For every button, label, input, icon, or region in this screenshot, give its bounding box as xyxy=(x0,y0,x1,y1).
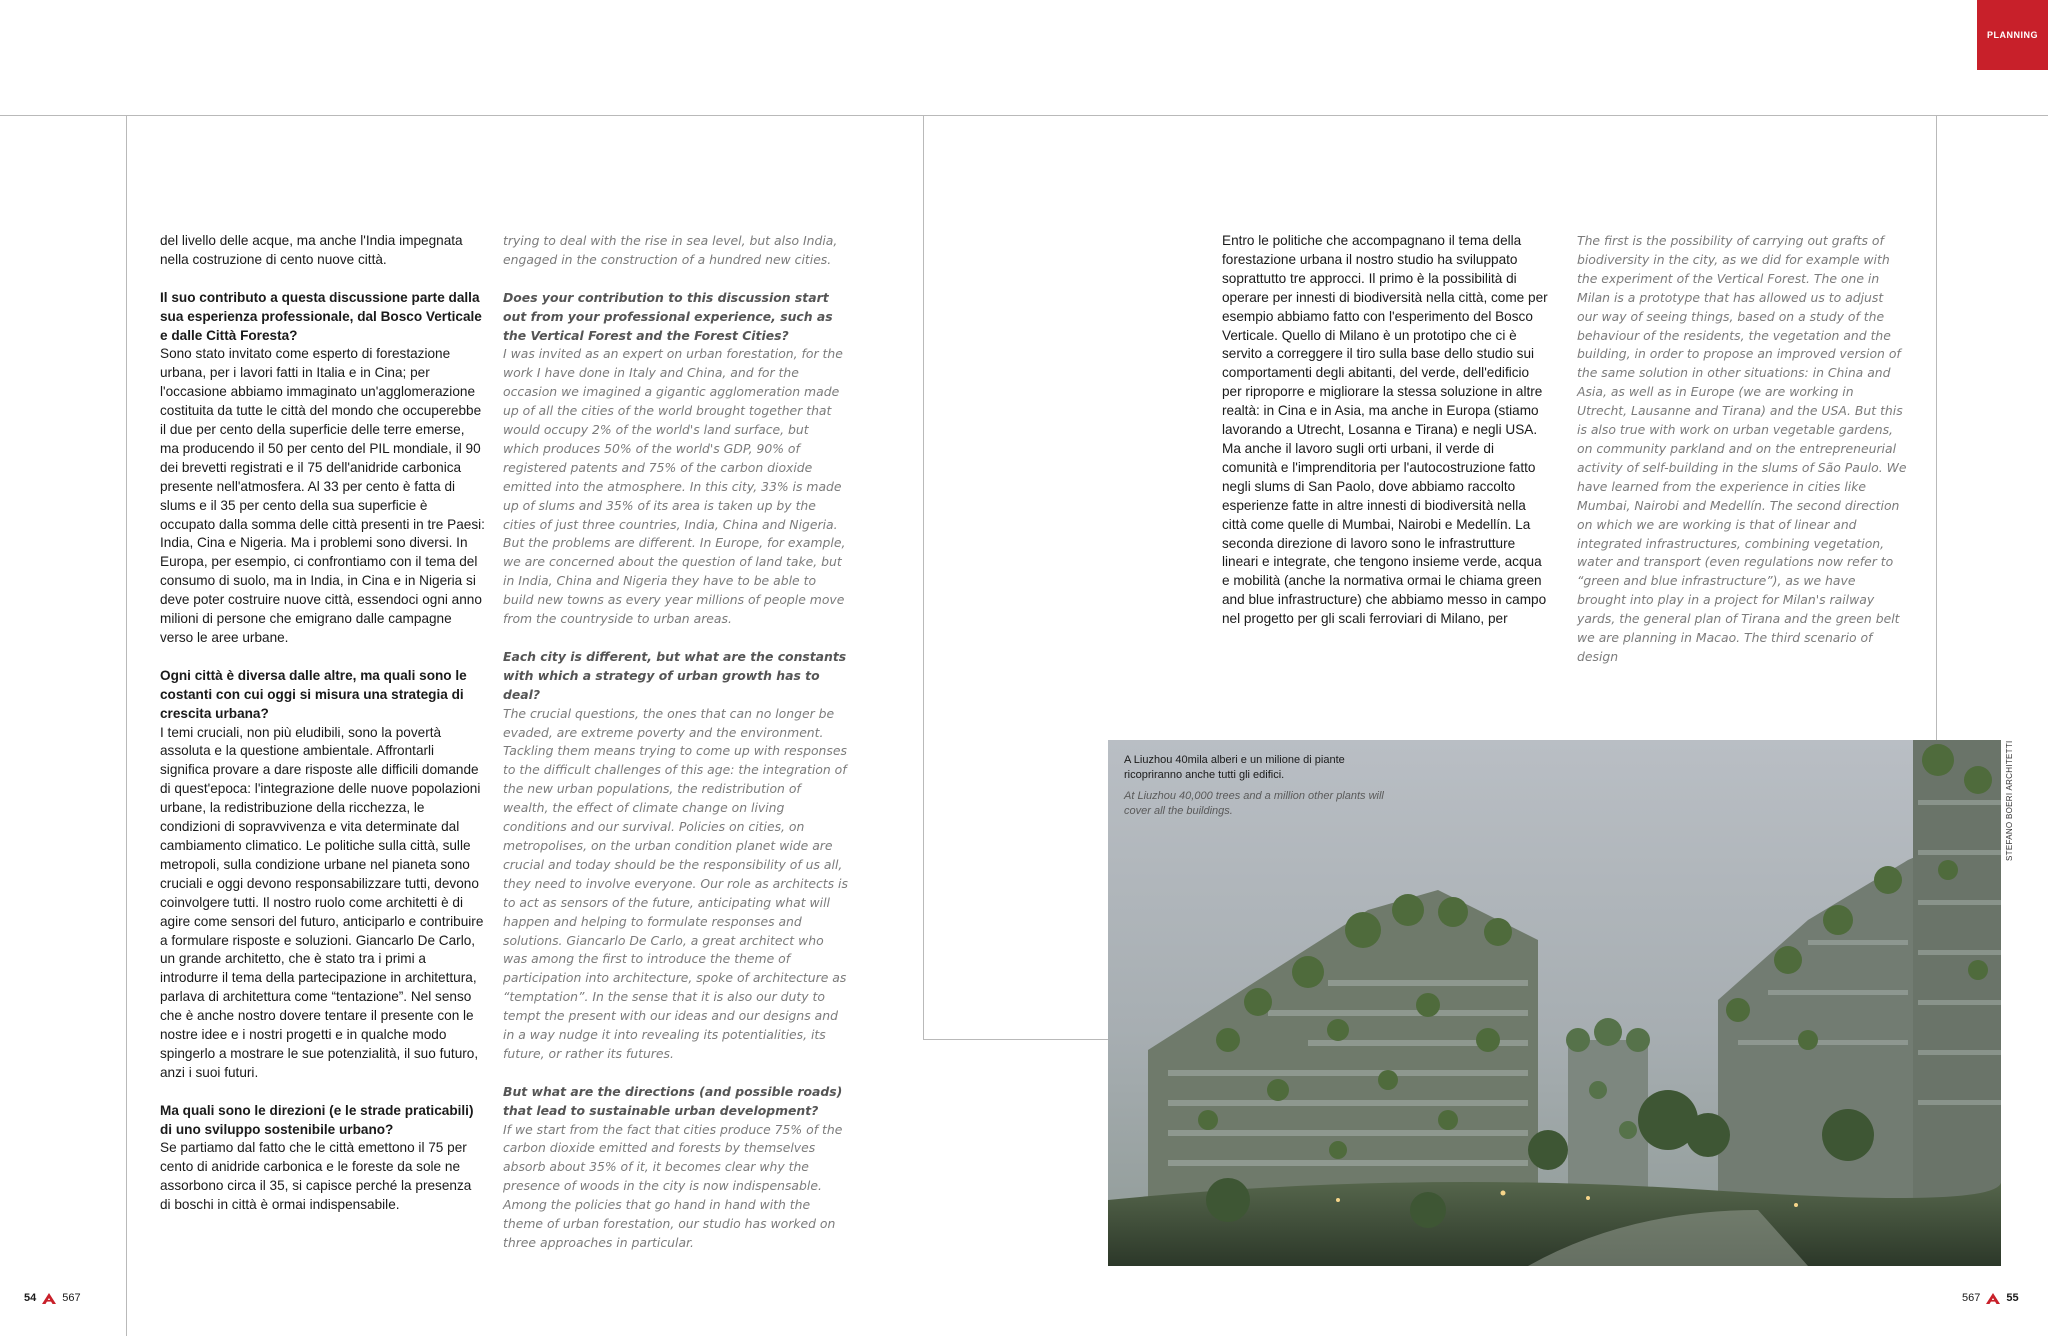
answer: Se partiamo dal fatto che le città emettono il 75 per cento di anidride carbonica e le foreste da sole ne assorbono circa il 35, si capisce perché la presenza di boschi in città è ormai indispensabile. xyxy=(160,1140,472,1213)
question: But what are the directions (and possible roads) that lead to sustainable urban development? xyxy=(503,1083,843,1118)
answer: Sono stato invitato come esperto di forestazione urbana, per i lavori fatti in Italia e in Cina; per l'occasione abbiamo immaginato un'agglomerazione costituita da tutte le città del mondo che occuperebbe il due per cento della superficie delle terre emerse, ma producendo il 50 per cento del PIL mondiale, il 90 dei brevetti registrati e il 75 dell'anidride carbonica presente nell'atmosfera. Al 33 per cento è fatta di slums e il 35 per cento della sua superficie è occupato dalla somma delle città presenti in tre Paesi: India, Cina e Nigeria. Ma i problemi sono diversi. In Europa, per esempio, ci confrontiamo con il tema del consumo di suolo, ma in India, in Cina e in Nigeria si deve poter costruire nuove città, essendoci ogni anno milioni di persone che emigrano dalle campagne verso le aree urbane. xyxy=(160,346,485,646)
paragraph xyxy=(503,232,848,270)
paragraph xyxy=(503,1083,848,1253)
answer: del livello delle acque, ma anche l'India impegnata nella costruzione di cento nuove città. xyxy=(160,233,463,267)
issue-number: 567 xyxy=(1962,1292,1981,1304)
page-number: 55 xyxy=(2006,1292,2019,1304)
paragraph xyxy=(160,667,485,1083)
paragraph xyxy=(160,1102,485,1215)
right-page-english-column xyxy=(1577,232,1907,667)
paragraph: The first is the possibility of carrying out grafts of biodiversity in the city, as we did for example with the experiment of the Vertical Forest. The one in Milan is a prototype that has allowed us to adjust our way of seeing things, based on a study of the behaviour of the residents, the vegetation and the building, in order to propose an improved version of the same solution in other situations: in China and Asia, as well as in Europe (we are working in Utrecht, Lausanne and Tirana) and the USA. But this is also true with work on urban vegetable gardens, on community parkland and on the entrepreneurial activity of self-building in the slums of São Paulo. We have learned from the experience in cities like Mumbai, Nairobi and Medellín. The second direction on which we are working is that of linear and integrated infrastructures, combining vegetation, water and transport (even regulations now refer to “green and blue infrastructure”), as we have brought into play in a project for Milan's railway yards, the general plan of Tirana and the green belt we are planning in Macao. The third scenario of design xyxy=(1577,233,1907,664)
top-rule xyxy=(0,115,2048,116)
question: Each city is different, but what are the constants with which a strategy of urban growth has to deal? xyxy=(503,648,847,702)
page-number: 54 xyxy=(24,1292,37,1304)
answer: trying to deal with the rise in sea level, but also India, engaged in the construction of a hundred new cities. xyxy=(503,233,838,267)
answer: I temi cruciali, non più eludibili, sono la povertà assoluta e la questione ambientale. Affrontarli significa provare a dare risposte alle difficili domande di quest'epoca: l'integrazione delle nuove popolazioni urbane, la redistribuzione della ricchezza, le condizioni di sopravvivenza e vita determinate dal cambiamento climatico. Le politiche sulla città, sulle metropoli, sulla condizione urbane nel pianeta sono cruciali e oggi devono responsabilizzare tutti, devono coinvolgere tutti. Il nostro ruolo come architetti è di agire come sensori del futuro, anticiparlo e contribuire a formulare risposte e soluzioni. Giancarlo De Carlo, un grande architetto, che è stato tra i primi a introdurre il tema della partecipazione in architettura, parlava di architettura come “tentazione”. Nel senso che è anche nostro dovere tentare il presente con le nostre idee e i nostri progetti e in qualche modo spingerlo a mostrare le sue potenzialità, il suo futuro, anzi i suoi futuri. xyxy=(160,724,484,1080)
paragraph xyxy=(503,648,848,1064)
magazine-logo-icon xyxy=(1986,1293,2000,1304)
photo-caption-english: At Liuzhou 40,000 trees and a million other plants will cover all the buildings. xyxy=(1124,790,1384,817)
photo-credit: STEFANO BOERI ARCHITETTI xyxy=(2005,740,2014,861)
question: Does your contribution to this discussion start out from your professional experience, such as the Vertical Forest and the Forest Cities? xyxy=(503,289,833,343)
magazine-logo-icon xyxy=(42,1293,56,1304)
section-tab: PLANNING xyxy=(1977,0,2048,70)
paragraph xyxy=(503,289,848,629)
answer: I was invited as an expert on urban forestation, for the work I have done in Italy and China, and for the occasion we imagined a gigantic agglomeration made up of all the cities of the world brought together that would occupy 2% of the world's land surface, but which produces 50% of the world's GDP, 90% of registered patents and 75% of the carbon dioxide emitted into the atmosphere. In this city, 33% is made up of slums and 35% of its area is taken up by the cities of just three countries, India, China and Nigeria. But the problems are different. In Europe, for example, we are concerned about the question of land take, but in India, China and Nigeria they have to be able to build new towns as every year millions of people move from the countryside to urban areas. xyxy=(503,346,846,627)
spread-rule-left xyxy=(923,115,924,1040)
question: Ogni città è diversa dalle altre, ma quali sono le costanti con cui oggi si misura una strategia di crescita urbana? xyxy=(160,667,467,721)
issue-number: 567 xyxy=(62,1292,81,1304)
paragraph xyxy=(160,232,485,270)
right-page-italian-column xyxy=(1222,232,1552,629)
liuzhou-forest-city-photo xyxy=(1108,740,2001,1266)
spread-rule-bottom xyxy=(923,1039,1109,1040)
paragraph: Entro le politiche che accompagnano il tema della forestazione urbana il nostro studio ha sviluppato soprattutto tre approcci. Il primo è la possibilità di operare per innesti di biodiversità nella città, come per esempio abbiamo fatto con l'esperimento del Bosco Verticale. Quello di Milano è un prototipo che ci è servito a correggere il tiro sulla base dello studio sui comportamenti degli abitanti, del verde, dell'edificio per riproporre e migliorare la stessa soluzione in altre realtà: in Cina e in Asia, ma anche in Europa (stiamo lavorando a Utrecht, Losanna e Tirana) e negli USA. Ma anche il lavoro sugli orti urbani, il verde di comunità e l'imprenditoria per l'autocostruzione fatto negli slums di San Paolo, dove abbiamo raccolto esperienze fatte in altre innesti di biodiversità nella città come quelle di Mumbai, Nairobi e Medellín. La seconda direzione di lavoro sono le infrastrutture lineari e integrate, che tengono insieme verde, acqua e mobilità (anche la normativa ormai le chiama green and blue infrastructure) che abbiamo messo in campo nel progetto per gli scali ferroviari di Milano, per xyxy=(1222,233,1548,627)
left-page-italian-column xyxy=(160,232,485,1215)
question: Il suo contributo a questa discussione parte dalla sua esperienza professionale, dal Bosco Verticale e dalle Città Foresta? xyxy=(160,289,482,343)
photo-caption-italian: A Liuzhou 40mila alberi e un milione di piante ricopriranno anche tutti gli edifici. xyxy=(1124,754,1345,781)
folio-right xyxy=(1962,1292,2019,1304)
answer: If we start from the fact that cities produce 75% of the carbon dioxide emitted and forests by themselves absorb about 35% of it, it becomes clear why the presence of woods in the city is now indispensable. Among the policies that go hand in hand with the theme of urban forestation, our studio has worked on three approaches in particular. xyxy=(503,1121,843,1250)
right-margin-rule xyxy=(1936,115,1937,740)
folio-left xyxy=(24,1292,81,1304)
left-page-english-column xyxy=(503,232,848,1253)
left-margin-rule xyxy=(126,115,127,1336)
question: Ma quali sono le direzioni (e le strade praticabili) di uno sviluppo sostenibile urbano? xyxy=(160,1102,474,1137)
paragraph xyxy=(160,289,485,648)
answer: The crucial questions, the ones that can no longer be evaded, are extreme poverty and the environment. Tackling them means trying to come up with responses to the difficult challenges of this age: the integration of the new urban populations, the redistribution of wealth, the effect of climate change on living conditions and our survival. Policies on cities, on metropolises, on the urban condition planet wide are crucial and today should be the responsibility of us all, they need to involve everyone. Our role as architects is to act as sensors of the future, anticipating what will happen and helping to formulate responses and solutions. Giancarlo De Carlo, a great architect who was among the first to introduce the theme of participation into architecture, spoke of architecture as “temptation”. In the sense that it is also our duty to tempt the present with our ideas and our designs and in a way nudge it into revealing its potentialities, its future, or rather its futures. xyxy=(503,705,848,1061)
